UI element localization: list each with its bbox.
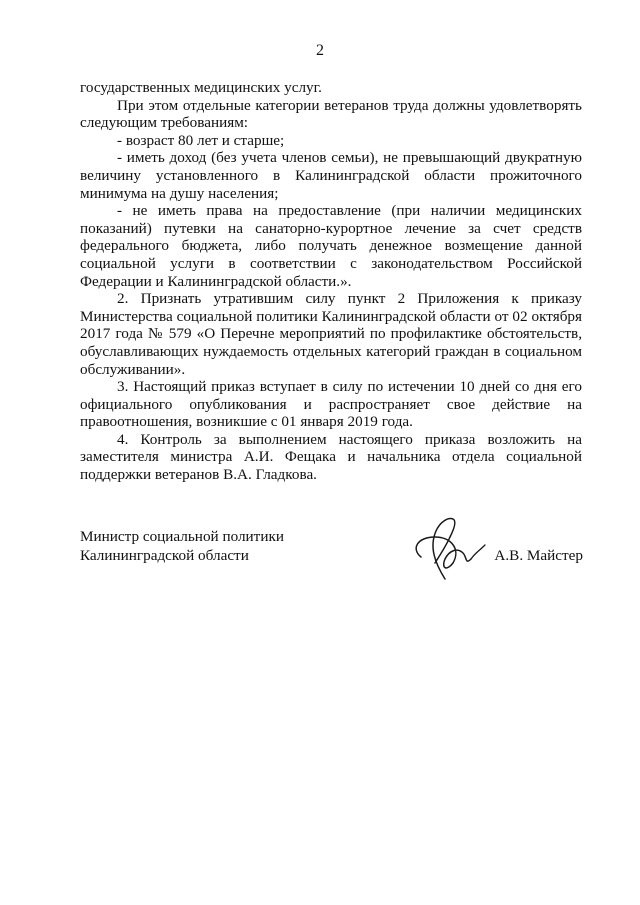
list-item-age: - возраст 80 лет и старше; (117, 131, 285, 149)
paragraph-item-2: 2. Признать утратившим силу пункт 2 Приложения к приказу Министерства социальной политики Калининградской области от 02 октября 2017 года № 579 «О Перечне мероприятий по профилактике обстоятельств, обуславливающих нуждаемость отдельных категорий граждан в социальном обслуживании». (80, 290, 582, 378)
paragraph-item-3: 3. Настоящий приказ вступает в силу по истечении 10 дней со дня его официального опубликования и распространяет свое действие на правоотношения, возникшие с 01 января 2019 года. (80, 378, 582, 431)
paragraph-requirements-intro: При этом отдельные категории ветеранов труда должны удовлетворять следующим требованиям: (80, 96, 582, 132)
list-item-voucher: - не иметь права на предоставление (при наличии медицинских показаний) путевки на санаторно-курортное лечение за счет средств федерального бюджета, либо получать денежное возмещение данной социальной услуги в соответствии с законодательством Российской Федерации и Калининградской области.». (80, 202, 582, 290)
signature-block (80, 527, 585, 587)
handwritten-signature-icon (405, 513, 495, 583)
document-body (80, 79, 582, 484)
signatory-name: А.В. Майстер (494, 547, 583, 564)
signatory-title (80, 527, 380, 565)
signatory-title-line1: Министр социальной политики (80, 528, 284, 545)
paragraph-item-4: 4. Контроль за выполнением настоящего приказа возложить на заместителя министра А.И. Фещака и начальника отдела социальной поддержки ветеранов В.А. Гладкова. (80, 430, 582, 484)
paragraph-continuation: государственных медицинских услуг. (80, 79, 322, 96)
page-number: 2 (316, 42, 324, 59)
signatory-title-line2: Калининградской области (80, 547, 249, 564)
list-item-income: - иметь доход (без учета членов семьи), не превышающий двукратную величину установленного в Калининградской области прожиточного минимума на душу населения; (80, 149, 582, 202)
